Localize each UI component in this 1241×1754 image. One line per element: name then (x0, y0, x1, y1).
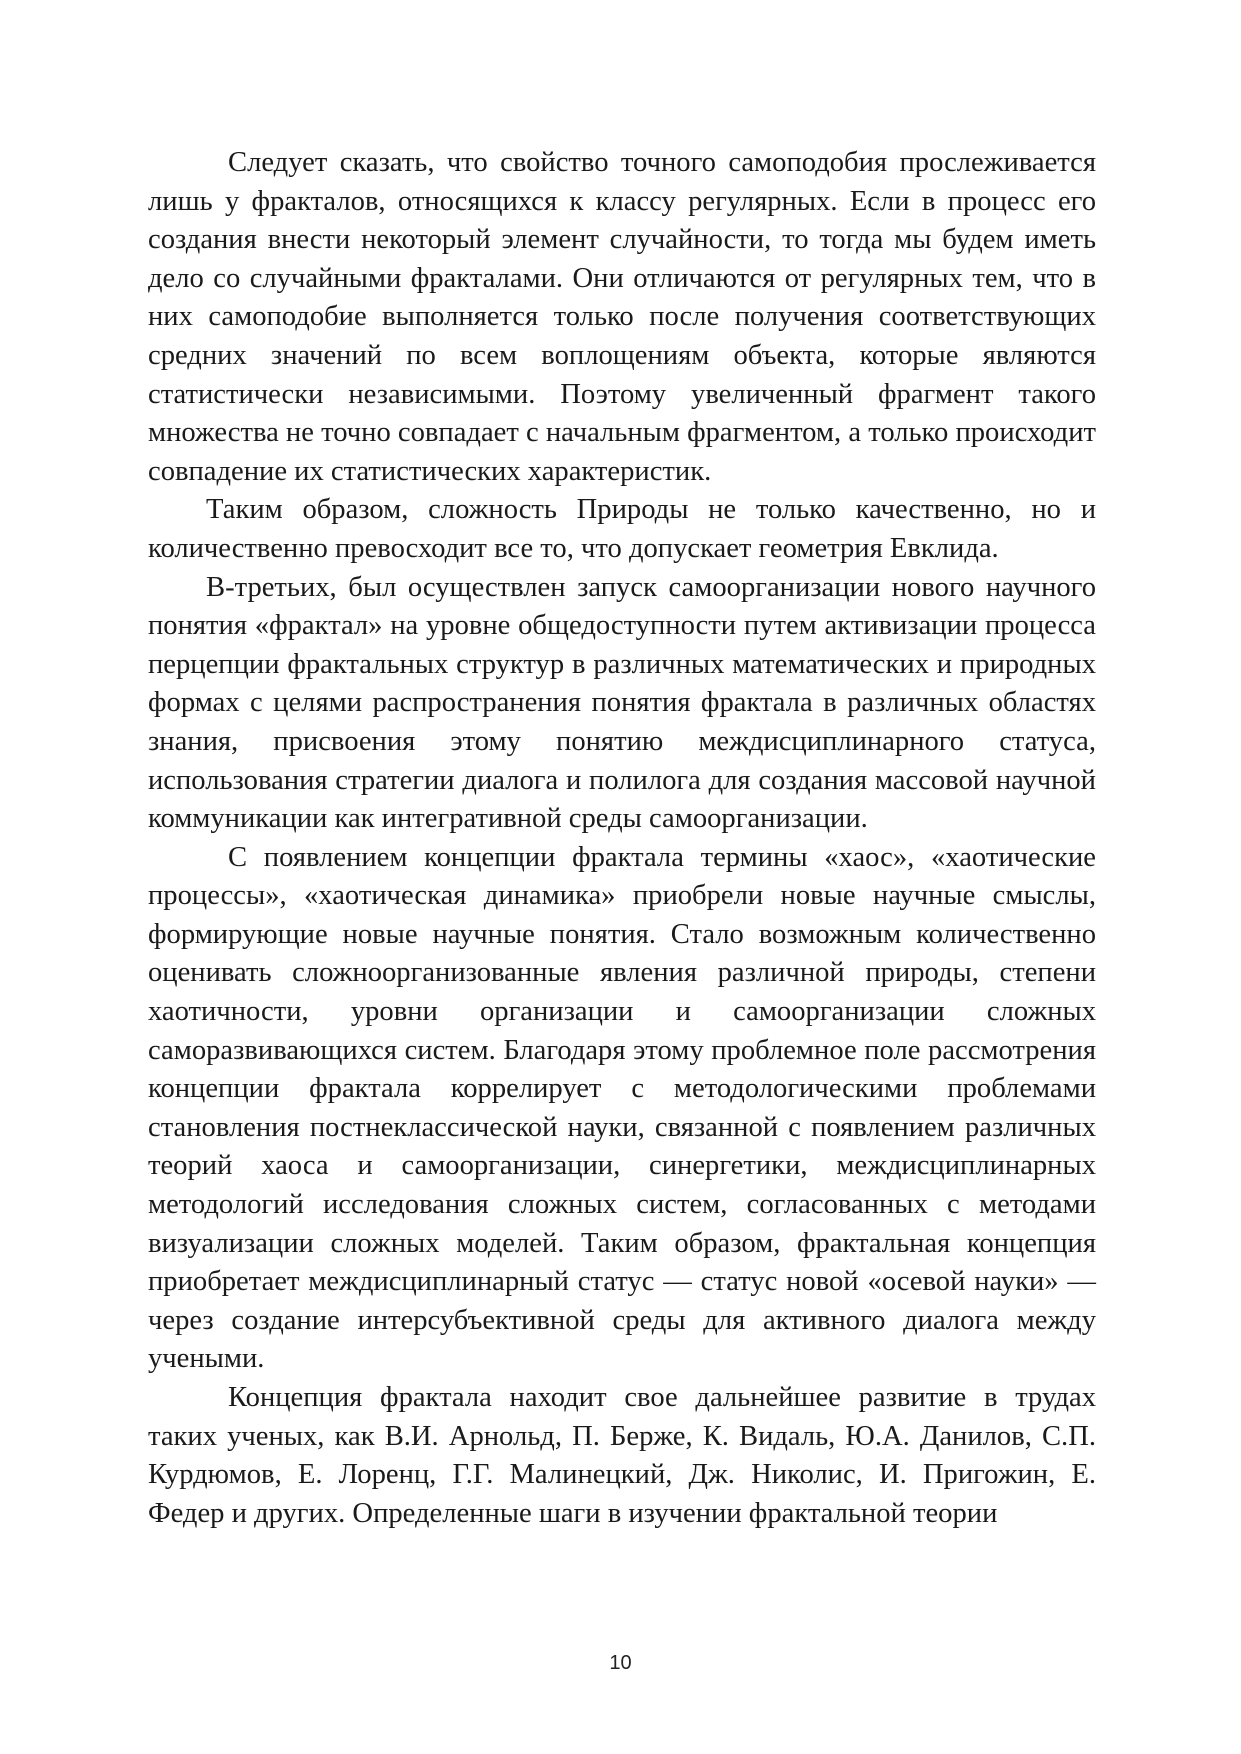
page-number: 10 (609, 1652, 632, 1674)
paragraph-scientists: Концепция фрактала находит свое дальнейшее развитие в трудах таких ученых, как В.И. Арнольд, П. Берже, К. Видаль, Ю.А. Данилов, С.П. Курдюмов, Е. Лоренц, Г.Г. Малинецкий, Дж. Николис, И. Пригожин, Е. Федер и других. Определенные шаги в изучении фрактальной теории (148, 1382, 1096, 1529)
paragraph-nature-complexity: Таким образом, сложность Природы не только качественно, но и количественно превосходит все то, что допускает геометрия Евклида. (148, 494, 1096, 564)
text-body (148, 144, 1096, 1533)
paragraph-self-organization: В-третьих, был осуществлен запуск самоорганизации нового научного понятия «фрактал» на уровне общедоступности путем активизации процесса перцепции фрактальных структур в различных математических и природных формах с целями распространения понятия фрактала в различных областях знания, присвоения этому понятию междисциплинарного статуса, использования стратегии диалога и полилога для создания массовой научной коммуникации как интегративной среды самоорганизации. (148, 571, 1096, 835)
paragraph-random-fractals: Следует сказать, что свойство точного самоподобия прослеживается лишь у фракталов, относящихся к классу регулярных. Если в процесс его создания внести некоторый элемент случайности, то тогда мы будем иметь дело со случайными фракталами. Они отличаются от регулярных тем, что в них самоподобие выполняется только после получения соответствующих средних значений по всем воплощениям объекта, которые являются статистически независимыми. Поэтому увеличенный фрагмент такого множества не точно совпадает с начальным фрагментом, а только происходит совпадение их статистических характеристик. (148, 147, 1096, 487)
paragraph-chaos-concepts: С появлением концепции фрактала термины «хаос», «хаотические процессы», «хаотическая динамика» приобрели новые научные смыслы, формирующие новые научные понятия. Стало возможным количественно оценивать сложноорганизованные явления различной природы, степени хаотичности, уровни организации и самоорганизации сложных саморазвивающихся систем. Благодаря этому проблемное поле рассмотрения концепции фрактала коррелирует с методологическими проблемами становления постнеклассической науки, связанной с появлением различных теорий хаоса и самоорганизации, синергетики, междисциплинарных методологий исследования сложных систем, согласованных с методами визуализации сложных моделей. Таким образом, фрактальная концепция приобретает междисциплинарный статус — статус новой «осевой науки» — через создание интерсубъективной среды для активного диалога между учеными. (148, 841, 1096, 1375)
